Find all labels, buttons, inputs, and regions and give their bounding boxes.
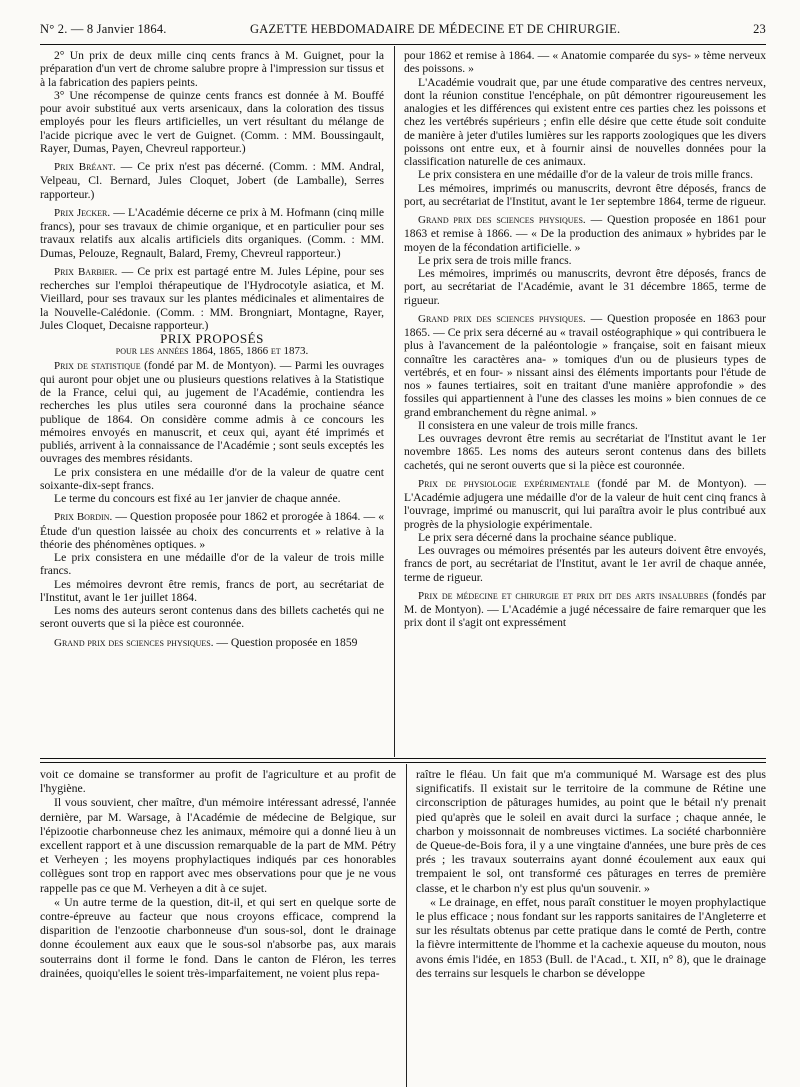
top-right-column	[404, 49, 766, 755]
paragraph: Il consistera en une valeur de trois mille francs.	[418, 418, 638, 432]
paragraph: Le prix consistera en une médaille d'or de la valeur de trois mille francs.	[418, 168, 753, 182]
paragraph: Les ouvrages devront être remis au secrétariat de l'Institut avant le 1er novembre 1865. Les noms des auteurs seront contenus dans des billets cachetés, qui ne seront ouverts que si la pièce est couronnée.	[404, 432, 766, 472]
paragraph: Prix Jecker. — L'Académie décerne ce prix à M. Hofmann (cinq mille francs), pour ses travaux de chimie organique, et en particulier pour ses travaux relatifs aux alcalis artificiels dits organiques. (Comm. : MM. Dumas, Pelouze, Regnault, Balard, Fremy, Chevreul rapporteur.)	[40, 205, 384, 260]
paragraph: Grand prix des sciences physiques. — Question proposée en 1863 pour 1865. — Ce prix sera décerné au « travail ostéographique » qui contribuera le plus à l'avancement de la paléontologie » française, soit en faisant mieux connaître les caractères ana- » tomiques d'un ou de plusieurs types de vertébrés, et en four- » nissant ainsi des éléments importants pour l'étude de nos » faunes tertiaires, soit en traitant d'une manière approfondie » des fossiles qui appartiennent à l'une des classes les moins » bien connues de ce grand embranchement du règne animal. »	[404, 311, 766, 419]
header-rule	[40, 44, 766, 45]
paragraph: Prix Bréant. — Ce prix n'est pas décerné. (Comm. : MM. Andral, Velpeau, Cl. Bernard, Jules Cloquet, Jobert (de Lamballe), Serres rapporteur.)	[40, 160, 384, 201]
page-number: 23	[753, 22, 766, 36]
paragraph: Grand prix des sciences physiques. — Question proposée en 1859	[54, 635, 358, 649]
paragraph: Les mémoires, imprimés ou manuscrits, devront être déposés, francs de port, au secrétariat de l'Académie, avant le 31 décembre 1865, terme de rigueur.	[404, 267, 766, 307]
paragraph: L'Académie voudrait que, par une étude comparative des centres nerveux, dont la réunion constitue l'encéphale, on pût démontrer rigoureusement les analogies et les différences qui existent entre ces parties chez les poissons et chez les vertébrés supérieurs ; enfin elle désire que cette étude soit conduite de manière à jeter d'utiles lumières sur les rapports zoologiques que les divers poissons ont entre eux, et à fournir ainsi de nouvelles données pour la classification naturelle de ces animaux.	[404, 75, 766, 168]
prize-name: Prix de médecine et chirurgie et prix dit des arts insalubres	[418, 589, 709, 602]
paragraph: Le prix consistera en une médaille d'or de la valeur de quatre cent soixante-dix-sept francs.	[40, 465, 384, 492]
paragraph: Les mémoires, imprimés ou manuscrits, devront être déposés, francs de port, au secrétariat de l'Institut, avant le 1er septembre 1864, terme de rigueur.	[404, 181, 766, 208]
prize-name: Prix de physiologie expérimentale	[418, 477, 590, 490]
page-header	[40, 22, 766, 42]
paragraph: Le prix consistera en une médaille d'or de la valeur de trois mille francs.	[40, 551, 384, 578]
section-rule	[40, 762, 766, 763]
bottom-right-column	[416, 767, 766, 1085]
prize-name: Prix Bordin.	[54, 511, 113, 524]
section-title: PRIX PROPOSÉS	[160, 331, 264, 346]
bottom-left-column	[40, 767, 396, 1085]
paragraph: 3° Une récompense de quinze cents francs est donnée à M. Bouffé pour avoir substitué aux verts arsenicaux, dans la coloration des tissus employés pour les fleurs artificielles, un vert résultant du mélange de l'acide picrique avec le vert de Guignet. (Comm. : MM. Boussingault, Rayer, Dumas, Payen, Chevreul rapporteur.)	[40, 88, 384, 155]
paragraph: « Le drainage, en effet, nous paraît constituer le moyen prophylactique le plus efficace ; nous fondant sur les rapports sanitaires de l'Angleterre et sur les résultats obtenus par cette pratique dans le comté de Perth, contre la fièvre intermittente de l'homme et la cachexie aqueuse du mouton, nous avons émis l'idée, en 1853 (Bull. de l'Acad., t. XII, n° 8), que le drainage des terrains sur lesquels le charbon se développe	[416, 894, 766, 980]
paragraph: 2° Un prix de deux mille cinq cents francs à M. Guignet, pour la préparation d'un vert de chrome salubre propre à l'impression sur tissus et à la fabrication des papiers peints.	[40, 49, 384, 89]
paragraph: Le prix sera de trois mille francs.	[418, 253, 572, 267]
paragraph: Le prix sera décerné dans la prochaine séance publique.	[418, 530, 677, 544]
issue-number: N° 2. — 8 Janvier 1864.	[40, 22, 167, 36]
paragraph: raître le fléau. Un fait que m'a communiqué M. Warsage est des plus significatifs. Il existait sur le territoire de la commune de Rétine une circonscription de pâturages humides, au point que le bétail n'y prenait pied qu'après que le soleil en avait durci la surface ; chaque année, le charbon y moissonnait de nombreuses victimes. La société charbonnière de Queue-de-Bois fora, il y a une vingtaine d'années, une bure près de ces prés ; les travaux souterrains ayant donné écoulement aux eaux qui trempaient le sol, ont transformé ces pâturages en terres de première classe, et le charbon n'y est plus qu'un souvenir. »	[416, 767, 766, 895]
paragraph: Prix de statistique (fondé par M. de Montyon). — Parmi les ouvrages qui auront pour objet une ou plusieurs questions relatives à la Statistique de la France, celui qui, au jugement de l'Académie, contiendra les recherches les plus utiles sera couronné dans la prochaine séance publique de 1864. On considère comme admis à ce concours les mémoires envoyés en manuscrit, et ceux qui, ayant été imprimés et publiés, arrivent à la connaissance de l'Académie ; sont seuls exceptés les ouvrages des membres résidants.	[40, 358, 384, 466]
paragraph: Grand prix des sciences physiques. — Question proposée en 1861 pour 1863 et remise à 1866. — « De la production des animaux » hybrides par le moyen de la fécondation artificielle. »	[404, 213, 766, 254]
prize-name: Prix Jecker.	[54, 206, 111, 219]
paragraph: Le terme du concours est fixé au 1er janvier de chaque année.	[54, 492, 341, 505]
prize-name: Prix Bréant.	[54, 161, 116, 173]
prize-name: Grand prix des sciences physiques.	[418, 312, 586, 325]
prize-name: Grand prix des sciences physiques.	[418, 214, 586, 226]
paragraph: « Un autre terme de la question, dit-il, et qui sert en quelque sorte de contre-épreuve au facteur que nous croyons efficace, comprend la disparition de l'enzootie charbonneuse d'un sous-sol, dont le drainage donne écoulement aux eaux que le sous-sol n'absorbe pas, aux marais souterrains dont il forme le fond. Dans le canton de Fléron, les terres drainées, quoiqu'elles le soient très-imparfaitement, ne voient plus repa-	[40, 894, 396, 980]
top-left-column	[40, 49, 384, 755]
column-divider	[406, 764, 407, 1087]
prize-name: Prix Barbier.	[54, 265, 118, 278]
paragraph: Prix Bordin. — Question proposée pour 1862 et prorogée à 1864. — « Étude d'un question laissée au choix des concurrents et » relative à la théorie des phénomènes optiques. »	[40, 510, 384, 551]
paragraph: Prix de médecine et chirurgie et prix dit des arts insalubres (fondés par M. de Montyon). — L'Académie a jugé nécessaire de faire remarquer que les prix dont il s'agit ont expressément	[404, 588, 766, 630]
paragraph: Prix de physiologie expérimentale (fondé par M. de Montyon). — L'Académie adjugera une médaille d'or de la valeur de huit cent cinq francs à l'ouvrage, imprimé ou manuscrit, qui lui paraîtra avoir le plus contribué aux progrès de la physiologie expérimentale.	[404, 476, 766, 531]
paragraph: Prix Barbier. — Ce prix est partagé entre M. Jules Lépine, pour ses recherches sur l'emploi thérapeutique de l'Hydrocotyle asiatica, et M. Vieillard, pour ses travaux sur les plantes médicinales et alimentaires de la Nouvelle-Calédonie. (Comm. : MM. Brongniart, Montagne, Rayer, Jules Cloquet, Decaisne rapporteur.)	[40, 264, 384, 332]
prize-name: Prix de statistique	[54, 359, 141, 372]
paragraph: voit ce domaine se transformer au profit de l'agriculture et au profit de l'hygiène.	[40, 767, 396, 796]
prize-name: Grand prix des sciences physiques.	[54, 636, 214, 649]
section-rule	[40, 758, 766, 759]
paragraph: Les noms des auteurs seront contenus dans des billets cachetés qui ne seront ouverts que si la pièce est couronnée.	[40, 604, 384, 631]
paragraph: Les mémoires devront être remis, francs de port, au secrétariat de l'Institut, avant le 1er juillet 1864.	[40, 577, 384, 604]
paragraph: Les ouvrages ou mémoires présentés par les auteurs doivent être envoyés, francs de port, au secrétariat de l'Institut, avant le 1er avril de chaque année, terme de rigueur.	[404, 544, 766, 584]
column-divider	[394, 46, 395, 757]
section-subtitle: pour les années 1864, 1865, 1866 et 1873.	[115, 345, 309, 358]
paragraph: Il vous souvient, cher maître, d'un mémoire intéressant adressé, l'année dernière, par M. Warsage, à l'Académie de médecine de Belgique, sur l'épizootie charbonneuse chez les animaux, mémoire qui a donné lieu à un excellent rapport et à une discussion remarquable de la part de MM. Pétry et Verheyen ; les moyens prophylactiques indiqués par ces honorables collègues sont trop en rapport avec mes observations pour que je ne vous rappelle pas ce que M. Verheyen a dit à ce sujet.	[40, 795, 396, 895]
paragraph: pour 1862 et remise à 1864. — « Anatomie comparée du sys- » tème nerveux des poissons. »	[404, 49, 766, 76]
journal-title: GAZETTE HEBDOMADAIRE DE MÉDECINE ET DE CHIRURGIE.	[250, 22, 621, 36]
